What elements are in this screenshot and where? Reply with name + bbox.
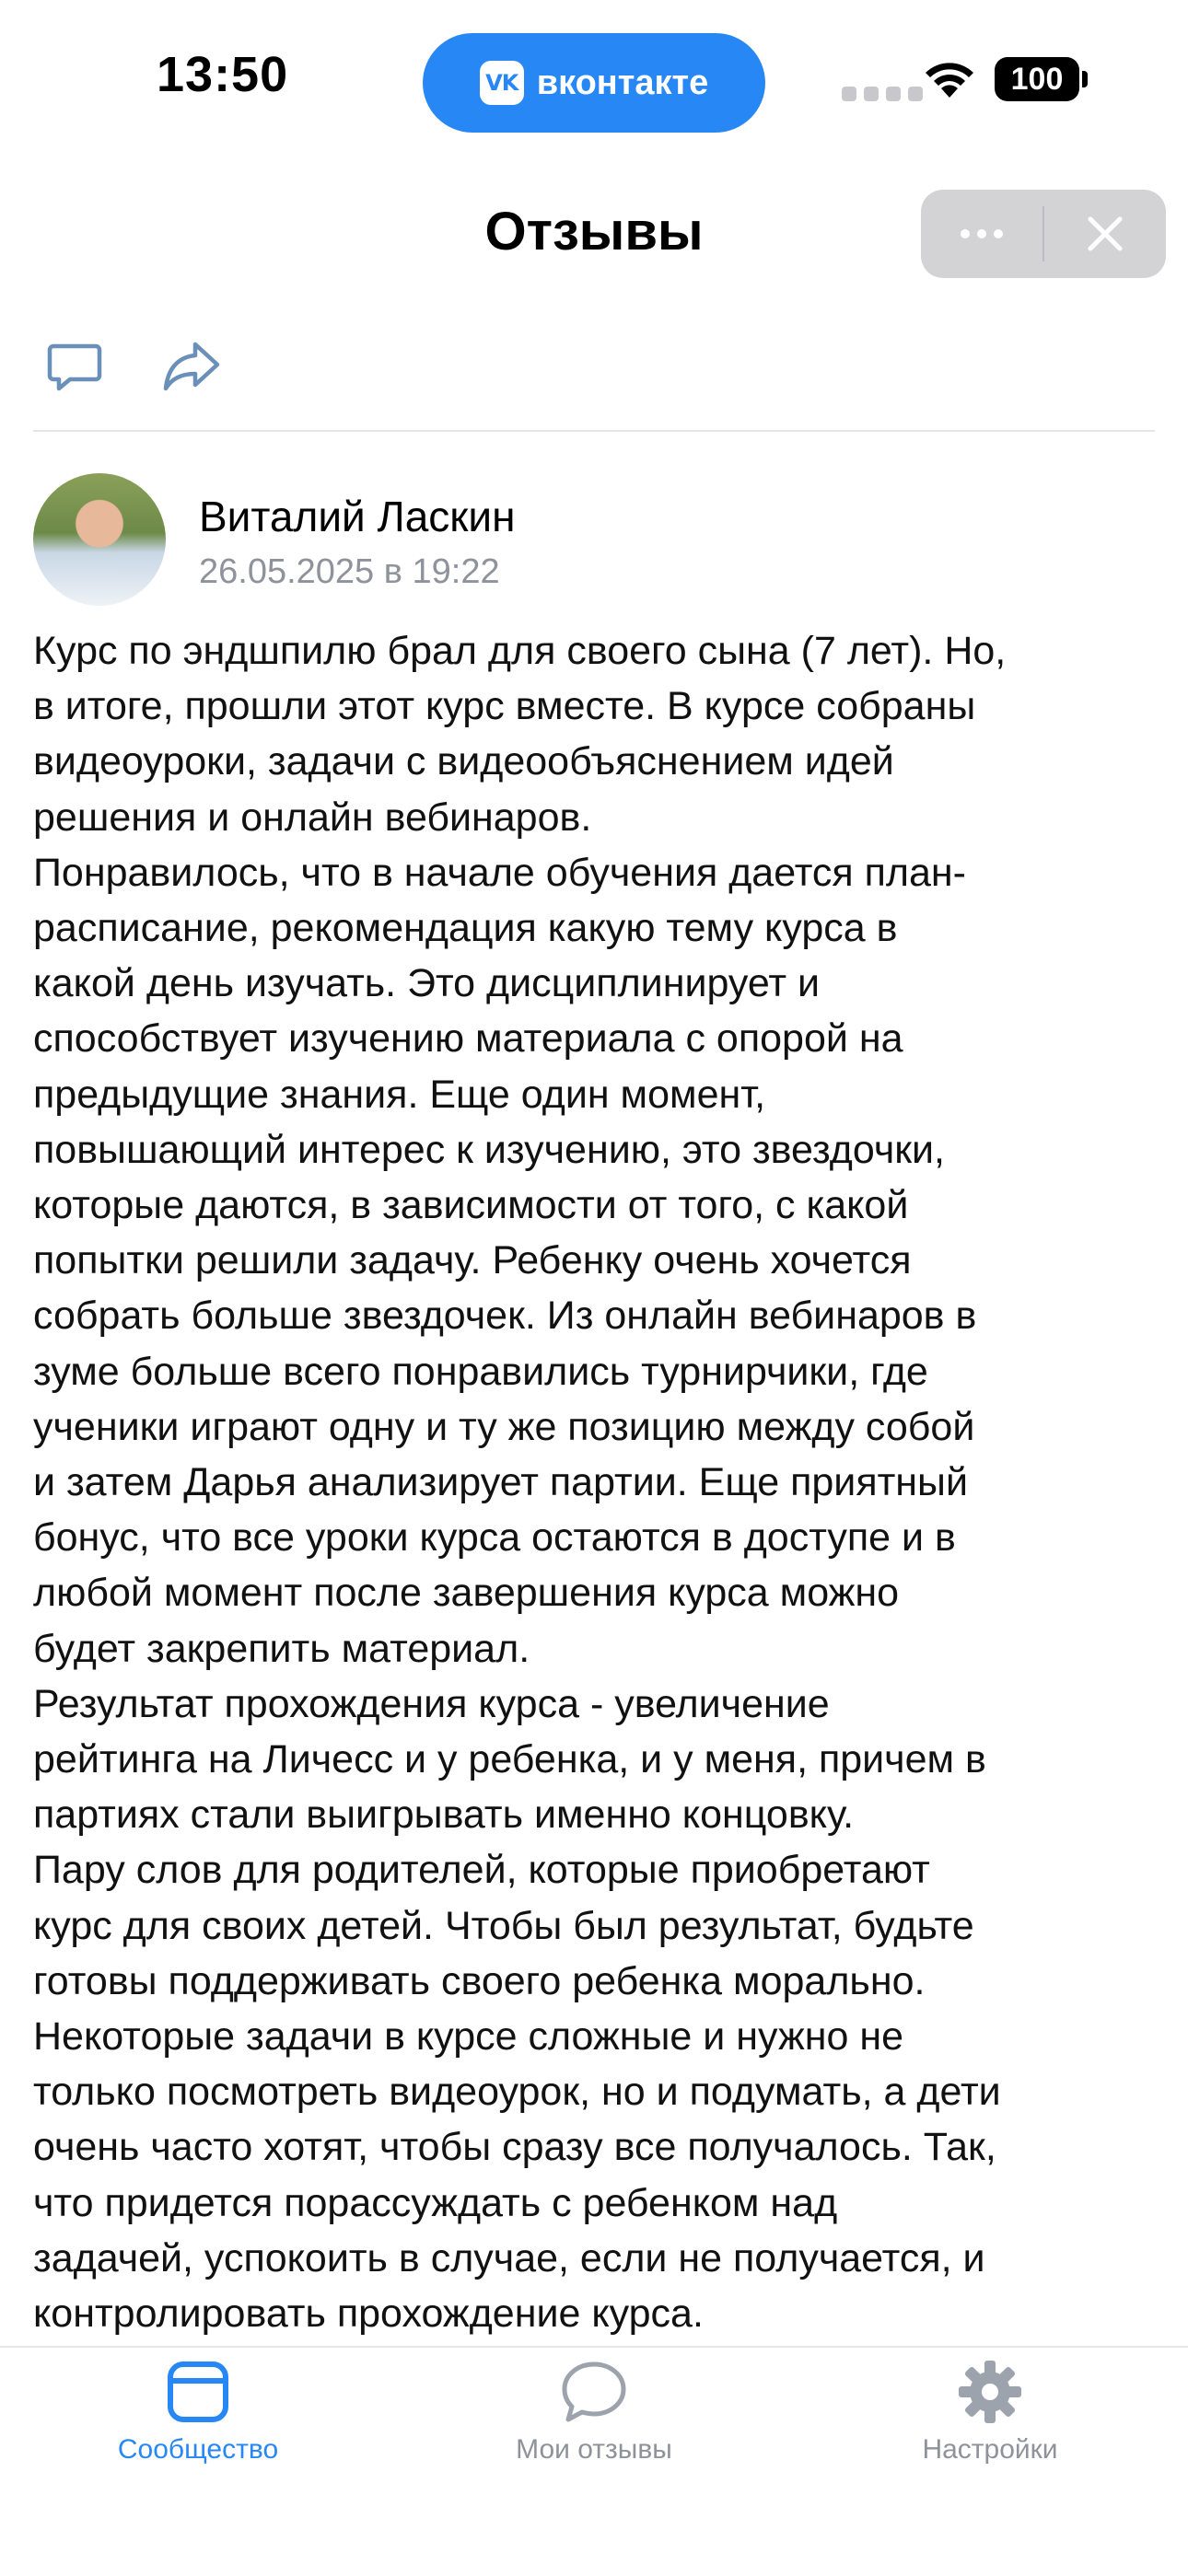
review-text-line: решения и онлайн вебинаров. bbox=[33, 795, 592, 840]
review-text-line: попытки решили задачу. Ребенку очень хочется bbox=[33, 1238, 912, 1283]
share-icon[interactable] bbox=[160, 335, 225, 396]
review-text-line: ученики играют одну и ту же позицию между собой bbox=[33, 1404, 975, 1449]
review-text-line: задачей, успокоить в случае, если не получается, и bbox=[33, 2235, 985, 2280]
vk-logo-icon bbox=[480, 61, 524, 105]
review-text-line: партиях стали выигрывать именно концовку. bbox=[33, 1793, 855, 1838]
close-button[interactable] bbox=[1044, 190, 1166, 278]
review-text-line: только посмотреть видеоурок, но и подумать, а дети bbox=[33, 2070, 1001, 2115]
review-text-line: готовы поддерживать своего ребенка морально. bbox=[33, 1958, 926, 2003]
mini-app-capsule bbox=[921, 190, 1166, 278]
tab-settings[interactable] bbox=[792, 2357, 1188, 2466]
close-icon bbox=[1085, 214, 1125, 254]
community-icon bbox=[163, 2357, 233, 2427]
status-bar bbox=[0, 0, 1188, 166]
review-text-line: способствует изучению материала с опорой на bbox=[33, 1016, 903, 1062]
gear-icon bbox=[955, 2357, 1025, 2427]
more-button[interactable] bbox=[921, 190, 1042, 278]
review-actions bbox=[44, 335, 225, 396]
review-text-line: видеоуроки, задачи с видеообъяснением идей bbox=[33, 739, 894, 784]
review-text-line: зуме больше всего понравились турнирчики, где bbox=[33, 1349, 928, 1394]
review-text-line: и затем Дарья анализирует партии. Еще приятный bbox=[33, 1460, 968, 1505]
review-text-line: расписание, рекомендация какую тему курса в bbox=[33, 906, 898, 951]
comment-icon[interactable] bbox=[44, 335, 105, 396]
tab-bar bbox=[0, 2346, 1188, 2576]
review-text-line: в итоге, прошли этот курс вместе. В курсе собраны bbox=[33, 684, 976, 729]
review-date: 26.05.2025 в 19:22 bbox=[199, 552, 500, 591]
review-text-line: рейтинга на Личесс и у ребенка, и у меня, причем в bbox=[33, 1737, 986, 1782]
review-text-line: Курс по эндшпилю брал для своего сына (7 лет). Но, bbox=[33, 629, 1007, 673]
review-text-line: будет закрепить материал. bbox=[33, 1626, 530, 1671]
page-title: Отзывы bbox=[484, 202, 704, 261]
status-time: 13:50 bbox=[157, 47, 289, 102]
author-name[interactable]: Виталий Ласкин bbox=[199, 493, 516, 540]
review-text-line: бонус, что все уроки курса остаются в доступе и в bbox=[33, 1515, 956, 1561]
tab-label: Сообщество bbox=[117, 2434, 279, 2465]
review-text-line: любой момент после завершения курса можно bbox=[33, 1571, 900, 1616]
review-text-line: Результат прохождения курса - увеличение bbox=[33, 1681, 830, 1726]
review-text-line: контролировать прохождение курса. bbox=[33, 2292, 704, 2337]
review-text-line: что придется порассуждать с ребенком над bbox=[33, 2180, 838, 2225]
review-text bbox=[33, 623, 1159, 2341]
chat-bubble-icon bbox=[559, 2357, 629, 2427]
review-text-line: собрать больше звездочек. Из онлайн вебинаров в bbox=[33, 1294, 977, 1339]
review-text-line: Пару слов для родителей, которые приобретают bbox=[33, 1848, 930, 1893]
vk-logo-text: VK bbox=[485, 70, 518, 96]
review-text-line: которые даются, в зависимости от того, с какой bbox=[33, 1183, 909, 1228]
cellular-signal-icon bbox=[842, 87, 923, 101]
review-text-line: повышающий интерес к изучению, это звездочки, bbox=[33, 1127, 946, 1172]
vk-app-pill[interactable] bbox=[423, 33, 765, 133]
review-text-line: очень часто хотят, чтобы сразу все получалось. Так, bbox=[33, 2125, 996, 2170]
review-text-line: предыдущие знания. Еще один момент, bbox=[33, 1072, 766, 1117]
wifi-icon bbox=[923, 57, 976, 99]
vk-app-label: вконтакте bbox=[536, 63, 709, 102]
avatar[interactable] bbox=[33, 473, 166, 606]
tab-my-reviews[interactable] bbox=[396, 2357, 792, 2466]
tab-community[interactable] bbox=[0, 2357, 396, 2466]
tab-label: Настройки bbox=[922, 2434, 1058, 2465]
more-dots-icon bbox=[961, 229, 1003, 238]
battery-tip bbox=[1082, 71, 1088, 87]
review-text-line: Некоторые задачи в курсе сложные и нужно не bbox=[33, 2014, 903, 2060]
review-text-line: курс для своих детей. Чтобы был результат, будьте bbox=[33, 1903, 974, 1948]
review-text-line: Понравилось, что в начале обучения дается план- bbox=[33, 850, 966, 895]
divider bbox=[33, 430, 1155, 432]
review-text-line: какой день изучать. Это дисциплинирует и bbox=[33, 961, 821, 1006]
tab-label: Мои отзывы bbox=[516, 2434, 672, 2465]
battery-indicator: 100 bbox=[995, 57, 1079, 101]
